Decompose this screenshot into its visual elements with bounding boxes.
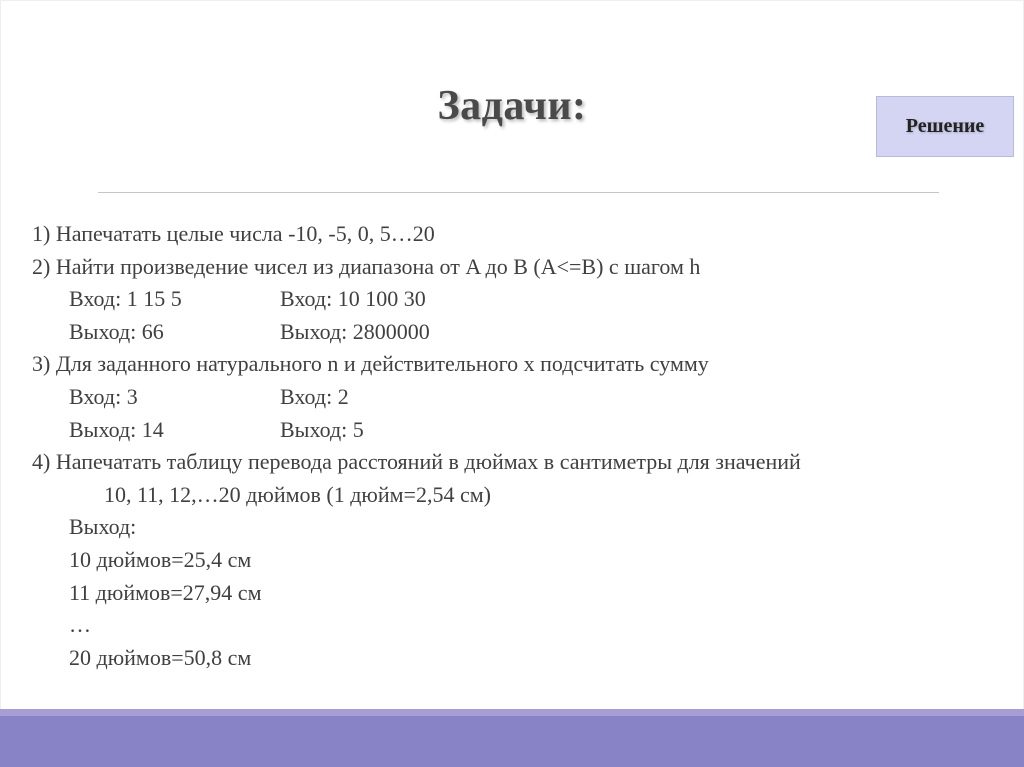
- task-3-output-b: Выход: 5: [280, 416, 364, 442]
- task-3-input-a: Вход: 3: [69, 383, 138, 409]
- task-2-input-a: Вход: 1 15 5: [69, 286, 182, 312]
- title-divider: [98, 192, 939, 193]
- task-list: [32, 218, 1012, 674]
- task-3-input-row: [32, 381, 1012, 414]
- task-2-output-b: Выход: 2800000: [280, 318, 430, 344]
- task-3-output-row: [32, 414, 1012, 447]
- task-4-output-line-3: 20 дюймов=50,8 см: [69, 644, 252, 670]
- task-3: 3) Для заданного натурального n и действительного x подсчитать сумму: [32, 351, 709, 377]
- task-2: 2) Найти произведение чисел из диапазона от A до B (A<=B) с шагом h: [32, 253, 701, 279]
- footer-band-highlight: [0, 709, 1024, 716]
- task-3-output-a: Выход: 14: [69, 416, 164, 442]
- task-2-output-a: Выход: 66: [69, 318, 164, 344]
- task-2-input-b: Вход: 10 100 30: [280, 286, 426, 312]
- task-4-continuation: 10, 11, 12,…20 дюймов (1 дюйм=2,54 см): [104, 481, 491, 507]
- task-2-input-row: [32, 283, 1012, 316]
- slide-title: Задачи:: [437, 83, 587, 129]
- solution-button[interactable]: Решение: [876, 96, 1014, 157]
- task-4: 4) Напечатать таблицу перевода расстояний в дюймах в сантиметры для значений: [32, 449, 801, 475]
- task-4-output-label: Выход:: [69, 514, 137, 540]
- task-2-output-row: [32, 316, 1012, 349]
- footer-band: [0, 709, 1024, 767]
- task-4-output-line-2: 11 дюймов=27,94 см: [69, 579, 262, 605]
- task-4-output-ellipsis: …: [69, 612, 91, 638]
- task-1: 1) Напечатать целые числа -10, -5, 0, 5…20: [32, 221, 435, 246]
- task-4-output-line-1: 10 дюймов=25,4 см: [69, 546, 252, 572]
- task-3-input-b: Вход: 2: [280, 383, 349, 409]
